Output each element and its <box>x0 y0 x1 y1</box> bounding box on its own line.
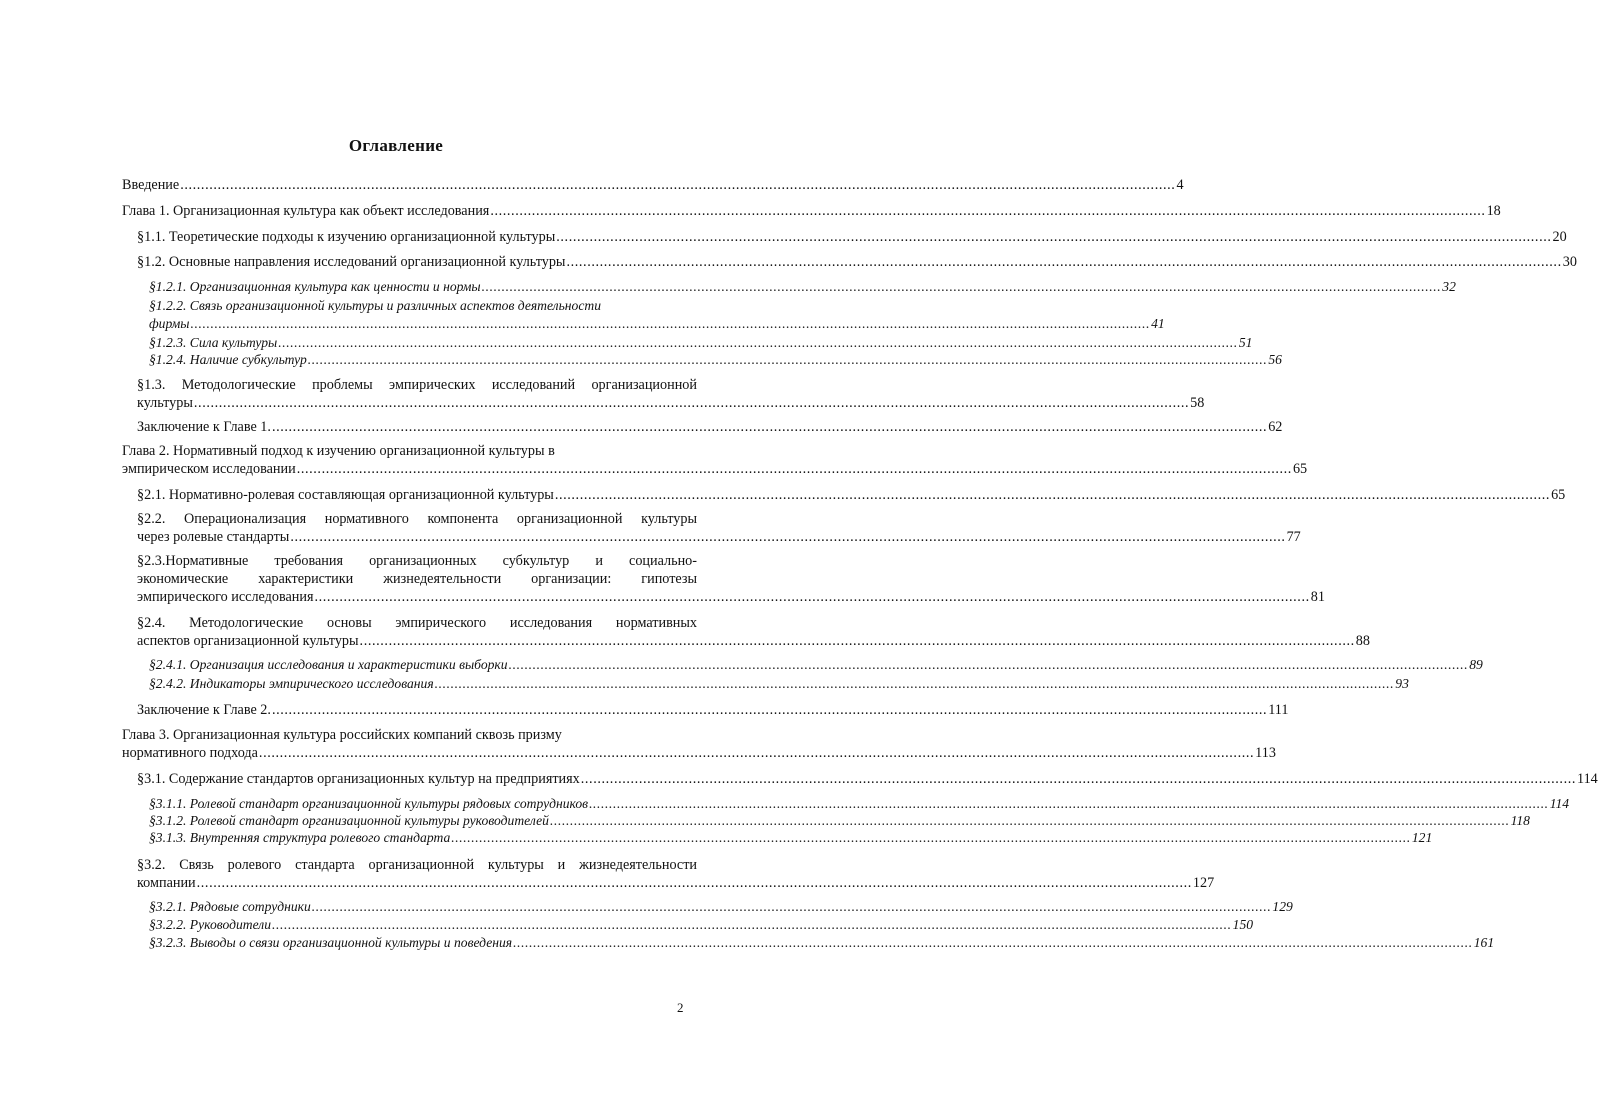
toc-page-number: 41 <box>1151 316 1165 331</box>
toc-entry-label-line-3: эмпирического исследования <box>137 589 314 605</box>
toc-entry-section-1-1[interactable] <box>137 228 1567 246</box>
leader-dots <box>180 176 1175 194</box>
toc-page-number: 150 <box>1232 917 1254 932</box>
toc-entry-intro[interactable] <box>122 176 1184 194</box>
leader-dots <box>555 486 1550 504</box>
toc-page-number: 65 <box>1551 487 1566 503</box>
leader-dots <box>360 632 1355 650</box>
toc-entry-section-3-1[interactable] <box>137 770 1598 788</box>
toc-entry-label: §1.2. Основные направления исследований организационной культуры <box>137 254 566 270</box>
toc-entry-label: §3.2.1. Рядовые сотрудники <box>149 899 311 914</box>
toc-entry-subsection-1-2-3[interactable] <box>149 334 1253 352</box>
toc-entry-subsection-3-1-2[interactable] <box>149 812 1530 830</box>
toc-entry-subsection-1-2-4[interactable] <box>149 351 1282 369</box>
toc-entry-label: Введение <box>122 177 180 193</box>
toc-entry-label: Глава 1. Организационная культура как объект исследования <box>122 203 490 219</box>
toc-entry-label: §2.4.1. Организация исследования и характеристики выборки <box>149 657 508 672</box>
toc-page-number: 56 <box>1268 352 1282 367</box>
leader-dots <box>312 898 1272 916</box>
toc-entry-section-1-2[interactable] <box>137 253 1577 271</box>
toc-page-number: 89 <box>1469 657 1483 672</box>
toc-entry-label-line-1: §3.2. Связь ролевого стандарта организационной культуры и жизнедеятельности <box>137 857 697 873</box>
toc-entry-label: §2.4.2. Индикаторы эмпирического исследования <box>149 676 434 691</box>
leader-dots <box>272 418 1267 436</box>
leader-dots <box>278 334 1238 352</box>
toc-entry-label-line-1: §2.3.Нормативные требования организационных субкультур и социально- <box>137 553 697 569</box>
leader-dots <box>272 701 1267 719</box>
leader-dots <box>490 202 1485 220</box>
leader-dots <box>589 795 1549 813</box>
toc-entry-subsection-3-2-2[interactable] <box>149 916 1254 934</box>
toc-entry-section-2-2[interactable] <box>137 510 1301 546</box>
toc-entry-subsection-3-2-3[interactable] <box>149 934 1495 952</box>
toc-page-number: 20 <box>1552 229 1567 245</box>
leader-dots <box>581 770 1576 788</box>
toc-entry-label-line-2: экономические характеристики жизнедеятельности организации: гипотезы <box>137 571 697 587</box>
toc-entry-label-line-1: Глава 2. Нормативный подход к изучению организационной культуры в <box>122 443 555 459</box>
toc-page-number: 127 <box>1192 875 1215 891</box>
page-number: 2 <box>677 1000 684 1015</box>
toc-page-number: 114 <box>1577 771 1598 787</box>
toc-entry-label: Заключение к Главе 2. <box>137 702 271 718</box>
leader-dots <box>550 812 1510 830</box>
toc-page-number: 58 <box>1190 395 1205 411</box>
toc-entry-label-line-1: Глава 3. Организационная культура российских компаний сквозь призму <box>122 727 562 743</box>
toc-page-number: 30 <box>1562 254 1577 270</box>
leader-dots <box>308 351 1268 369</box>
toc-entry-label-line-1: §1.2.2. Связь организационной культуры и различных аспектов деятельности <box>149 298 601 313</box>
toc-entry-section-2-4[interactable] <box>137 614 1370 650</box>
toc-page-number: 81 <box>1310 589 1325 605</box>
toc-entry-label-line-1: §2.2. Операционализация нормативного компонента организационной культуры <box>137 511 697 527</box>
toc-entry-label-line-2: фирмы <box>149 316 190 331</box>
toc-entry-section-2-3[interactable] <box>137 552 1325 606</box>
toc-entry-section-2-1[interactable] <box>137 486 1566 504</box>
toc-entry-conclusion-2[interactable] <box>137 701 1289 719</box>
leader-dots <box>190 315 1150 333</box>
toc-entry-subsection-2-4-2[interactable] <box>149 675 1409 693</box>
toc-entry-label: §2.1. Нормативно-ролевая составляющая организационной культуры <box>137 487 554 503</box>
leader-dots <box>451 829 1411 847</box>
toc-entry-label: §1.2.3. Сила культуры <box>149 335 278 350</box>
toc-entry-label: §3.1.2. Ролевой стандарт организационной культуры руководителей <box>149 813 549 828</box>
toc-entry-label-line-1: §2.4. Методологические основы эмпирического исследования нормативных <box>137 615 697 631</box>
toc-page-number: 113 <box>1255 745 1276 761</box>
toc-page-number: 77 <box>1286 529 1301 545</box>
toc-entry-label-line-2: нормативного подхода <box>122 745 258 761</box>
toc-entry-label: §3.1.1. Ролевой стандарт организационной культуры рядовых сотрудников <box>149 796 589 811</box>
toc-entry-section-3-2[interactable] <box>137 856 1215 892</box>
toc-entry-label: §3.1.3. Внутренняя структура ролевого стандарта <box>149 830 451 845</box>
leader-dots <box>197 874 1192 892</box>
leader-dots <box>194 394 1189 412</box>
leader-dots <box>556 228 1551 246</box>
toc-entry-subsection-3-1-3[interactable] <box>149 829 1433 847</box>
toc-entry-label-line-2: аспектов организационной культуры <box>137 633 359 649</box>
toc-page-number: 93 <box>1395 676 1409 691</box>
toc-entry-label: Заключение к Главе 1. <box>137 419 271 435</box>
toc-page-number: 4 <box>1176 177 1184 193</box>
toc-entry-chapter-2[interactable] <box>122 442 1308 478</box>
toc-entry-label: §3.2.3. Выводы о связи организационной культуры и поведения <box>149 935 513 950</box>
toc-entry-subsection-1-2-2[interactable] <box>149 297 1165 333</box>
page-title: Оглавление <box>348 136 444 155</box>
leader-dots <box>272 916 1232 934</box>
leader-dots <box>259 744 1254 762</box>
toc-page-number: 65 <box>1292 461 1308 477</box>
toc-page-number: 129 <box>1272 899 1293 914</box>
leader-dots <box>566 253 1561 271</box>
toc-entry-label: §3.2.2. Руководители <box>149 917 272 932</box>
leader-dots <box>314 588 1309 606</box>
leader-dots <box>290 528 1285 546</box>
toc-page-number: 114 <box>1549 796 1570 811</box>
leader-dots <box>482 278 1442 296</box>
toc-entry-label-line-2: компании <box>137 875 196 891</box>
toc-entry-chapter-1[interactable] <box>122 202 1501 220</box>
toc-entry-section-1-3[interactable] <box>137 376 1205 412</box>
toc-page-number: 18 <box>1486 203 1501 219</box>
toc-page-number: 161 <box>1473 935 1495 950</box>
toc-entry-label-line-1: §1.3. Методологические проблемы эмпирических исследований организационной <box>137 377 697 393</box>
toc-entry-label-line-2: культуры <box>137 395 193 411</box>
toc-entry-label: §3.1. Содержание стандартов организационных культур на предприятиях <box>137 771 580 787</box>
toc-entry-label-line-2: через ролевые стандарты <box>137 529 290 545</box>
toc-entry-label-line-2: эмпирическом исследовании <box>122 461 296 477</box>
leader-dots <box>435 675 1395 693</box>
toc-entry-label: §1.1. Теоретические подходы к изучению организационной культуры <box>137 229 556 245</box>
toc-entry-conclusion-1[interactable] <box>137 418 1283 436</box>
toc-entry-subsection-1-2-1[interactable] <box>149 278 1456 296</box>
toc-entry-subsection-3-2-1[interactable] <box>149 898 1293 916</box>
toc-page-number: 51 <box>1238 335 1253 350</box>
toc-entry-subsection-3-1-1[interactable] <box>149 795 1570 813</box>
toc-entry-chapter-3[interactable] <box>122 726 1276 762</box>
toc-entry-label: §1.2.1. Организационная культура как ценности и нормы <box>149 279 481 294</box>
toc-page-number: 111 <box>1268 702 1289 718</box>
toc-page-number: 32 <box>1442 279 1456 294</box>
leader-dots <box>509 656 1469 674</box>
toc-page-number: 62 <box>1268 419 1283 435</box>
toc-entry-label: §1.2.4. Наличие субкультур <box>149 352 307 367</box>
toc-entry-subsection-2-4-1[interactable] <box>149 656 1483 674</box>
toc-page-number: 88 <box>1355 633 1370 649</box>
toc-page-number: 118 <box>1510 813 1530 828</box>
leader-dots <box>297 460 1292 478</box>
leader-dots <box>513 934 1473 952</box>
toc-page-number: 121 <box>1411 830 1433 845</box>
